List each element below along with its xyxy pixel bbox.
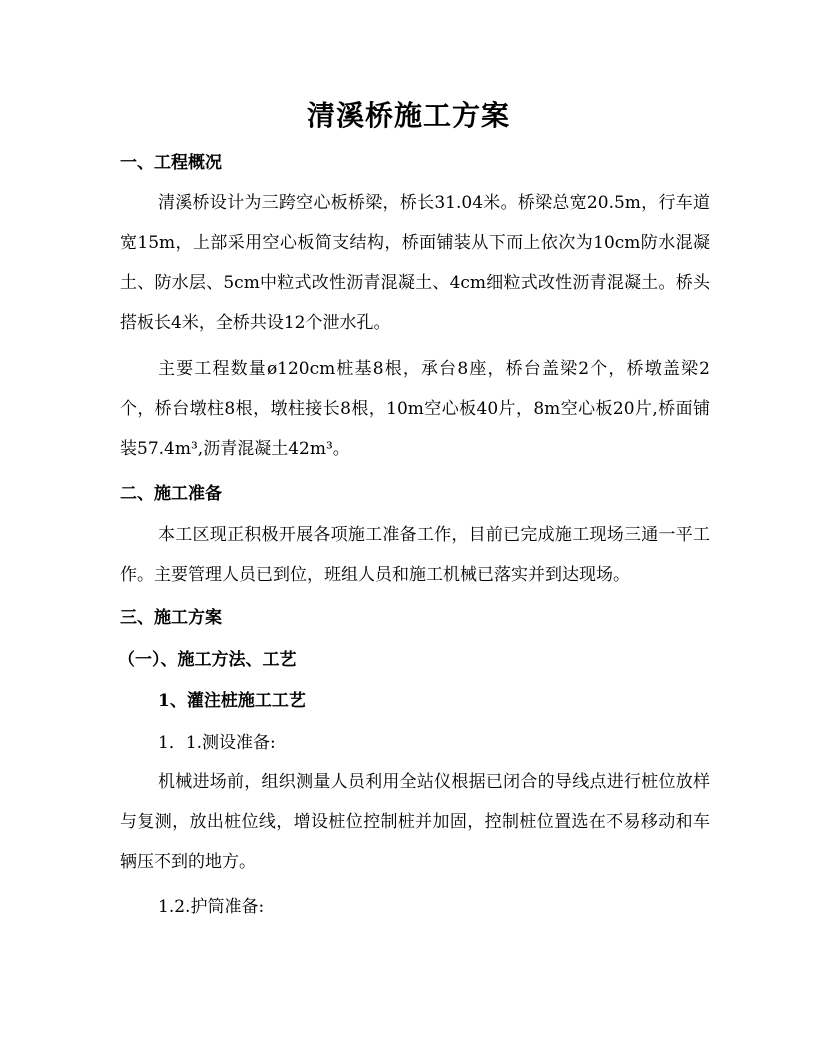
overview-paragraph-2: 主要工程数量ø120cm桩基8根，承台8座，桥台盖梁2个，桥墩盖梁2个，桥台墩柱8根，墩柱接长8根，10m空心板40片，8m空心板20片,桥面铺装57.4m³,沥青混凝土42m³。 [120, 359, 710, 459]
subsubsection-heading-pile: 1、灌注桩施工工艺 [158, 691, 306, 711]
subsection-heading-methods: （一）、施工方法、工艺 [118, 650, 297, 670]
section-heading-plan: 三、施工方案 [120, 608, 222, 628]
document-title: 清溪桥施工方案 [306, 99, 510, 132]
overview-paragraph-1: 清溪桥设计为三跨空心板桥梁，桥长31.04米。桥梁总宽20.5m，行车道宽15m，上部采用空心板简支结构，桥面铺装从下而上依次为10cm防水混凝土、防水层、5cm中粒式改性沥青混凝土、4cm细粒式改性沥青混凝土。桥头搭板长4米，全桥共设12个泄水孔。 [120, 193, 710, 333]
preparation-paragraph: 本工区现正积极开展各项施工准备工作，目前已完成施工现场三通一平工作。主要管理人员已到位，班组人员和施工机械已落实并到达现场。 [120, 525, 710, 585]
item-label-survey: 1．1.测设准备: [158, 733, 276, 753]
item-label-casing: 1.2.护筒准备: [158, 897, 265, 917]
section-heading-overview: 一、工程概况 [120, 153, 222, 173]
survey-paragraph: 机械进场前，组织测量人员利用全站仪根据已闭合的导线点进行桩位放样与复测，放出桩位线，增设桩位控制桩并加固，控制桩位置选在不易移动和车辆压不到的地方。 [120, 772, 710, 872]
section-heading-preparation: 二、施工准备 [120, 484, 222, 504]
